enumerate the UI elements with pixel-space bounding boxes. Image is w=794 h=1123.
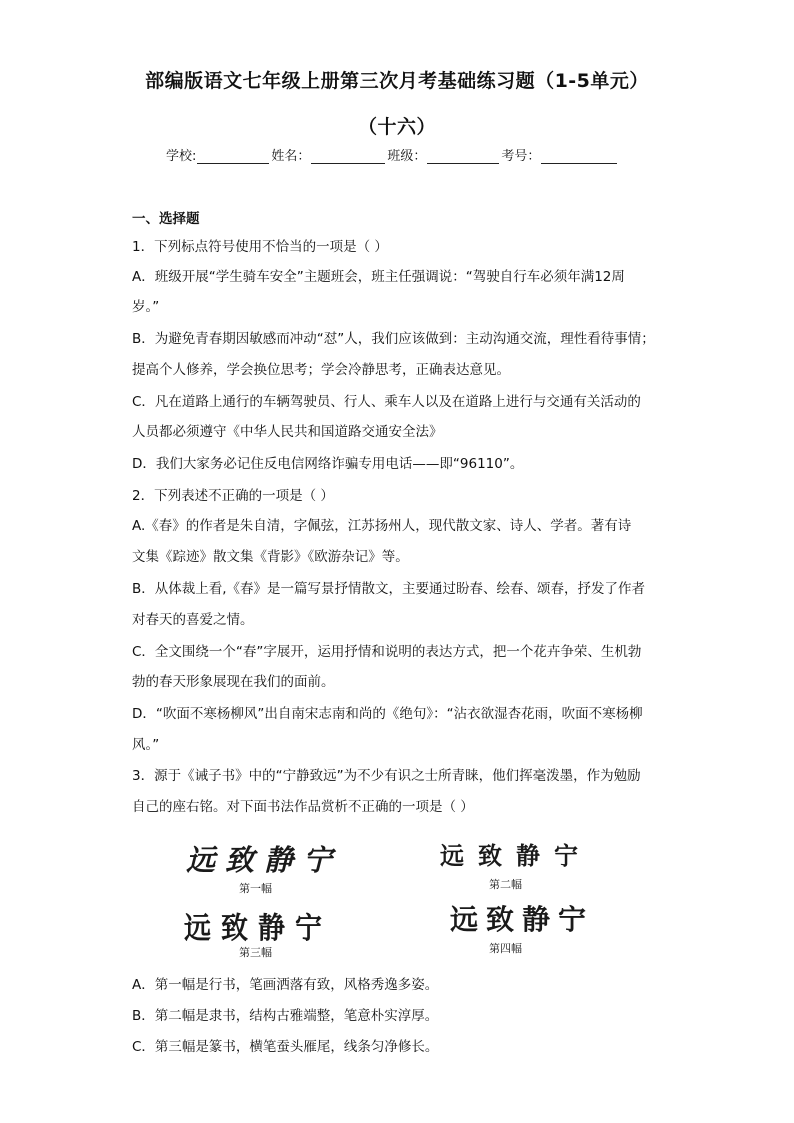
- q3-stem: 3．源于《诫子书》中的“宁静致远”为不少有识之士所青睐，他们挥毫泼墨，作为勉励: [132, 768, 641, 784]
- q2-option-c-cont: 勃的春天形象展现在我们的面前。: [132, 674, 335, 690]
- calligraphy-caption-2: 第二幅: [489, 878, 522, 891]
- q2-option-a: A.《春》的作者是朱自清，字佩弦，江苏扬州人，现代散文家、诗人、学者。著有诗: [132, 518, 632, 534]
- calligraphy-caption-4: 第四幅: [489, 942, 522, 955]
- q2-option-d: D．“吹面不寒杨柳风”出自南宋志南和尚的《绝句》：“沾衣欲湿杏花雨，吹面不寒杨柳: [132, 706, 643, 722]
- calligraphy-work-4: 远致静宁: [450, 903, 595, 936]
- page-title: 部编版语文七年级上册第三次月考基础练习题（1-5单元）: [145, 70, 649, 92]
- school-label: 学校:: [166, 149, 197, 164]
- calligraphy-caption-3: 第三幅: [239, 946, 272, 959]
- q1-option-d: D．我们大家务必记住反电信网络诈骗专用电话——即“96110”。: [132, 456, 524, 472]
- exam-number-blank: [541, 150, 617, 164]
- name-blank: [311, 150, 385, 164]
- q3-option-b: B．第二幅是隶书，结构古雅端整，笔意朴实淳厚。: [132, 1008, 439, 1024]
- q1-option-c-cont: 人员都必须遵守《中华人民共和国道路交通安全法》: [132, 424, 443, 440]
- q1-stem: 1．下列标点符号使用不恰当的一项是（ ）: [132, 239, 388, 255]
- class-label: 班级：: [387, 149, 427, 164]
- calligraphy-work-3: 远致静宁: [184, 911, 332, 946]
- q1-option-a-cont: 岁。”: [132, 299, 160, 315]
- q1-option-b: B．为避免青春期因敏感而冲动“怼”人，我们应该做到：主动沟通交流，理性看待事情；: [132, 331, 655, 347]
- school-blank: [197, 150, 269, 164]
- exam-number-label: 考号：: [501, 149, 541, 164]
- q2-stem: 2．下列表述不正确的一项是（ ）: [132, 488, 334, 504]
- q1-option-c: C．凡在道路上通行的车辆驾驶员、行人、乘车人以及在道路上进行与交通有关活动的: [132, 394, 641, 410]
- calligraphy-work-2: 远致静宁: [440, 842, 592, 870]
- q3-option-a: A．第一幅是行书，笔画洒落有致，风格秀逸多姿。: [132, 977, 439, 993]
- page-subtitle: （十六）: [357, 116, 436, 138]
- q2-option-b-cont: 对春天的喜爱之情。: [132, 612, 254, 628]
- q3-stem-cont: 自己的座右铭。对下面书法作品赏析不正确的一项是（ ）: [132, 799, 474, 815]
- section-heading: 一、选择题: [132, 211, 200, 227]
- q3-option-c: C．第三幅是篆书，横笔蚕头雁尾，线条匀净修长。: [132, 1039, 439, 1055]
- class-blank: [427, 150, 499, 164]
- q1-option-a: A．班级开展“学生骑车安全”主题班会，班主任强调说：“驾驶自行车必须年满12周: [132, 269, 625, 285]
- q1-option-b-cont: 提高个人修养，学会换位思考；学会冷静思考，正确表达意见。: [132, 362, 510, 378]
- student-info-row: [166, 145, 619, 164]
- q2-option-a-cont: 文集《踪迹》散文集《背影》《欧游杂记》等。: [132, 549, 409, 565]
- q2-option-d-cont: 风。”: [132, 737, 160, 753]
- calligraphy-caption-1: 第一幅: [239, 882, 272, 895]
- q2-option-c: C．全文围绕一个“春”字展开，运用抒情和说明的表达方式，把一个花卉争荣、生机勃: [132, 644, 642, 660]
- name-label: 姓名：: [271, 149, 311, 164]
- calligraphy-work-1: 远致静宁: [186, 843, 343, 877]
- q2-option-b: B．从体裁上看,《春》是一篇写景抒情散文，主要通过盼春、绘春、颂春，抒发了作者: [132, 581, 646, 597]
